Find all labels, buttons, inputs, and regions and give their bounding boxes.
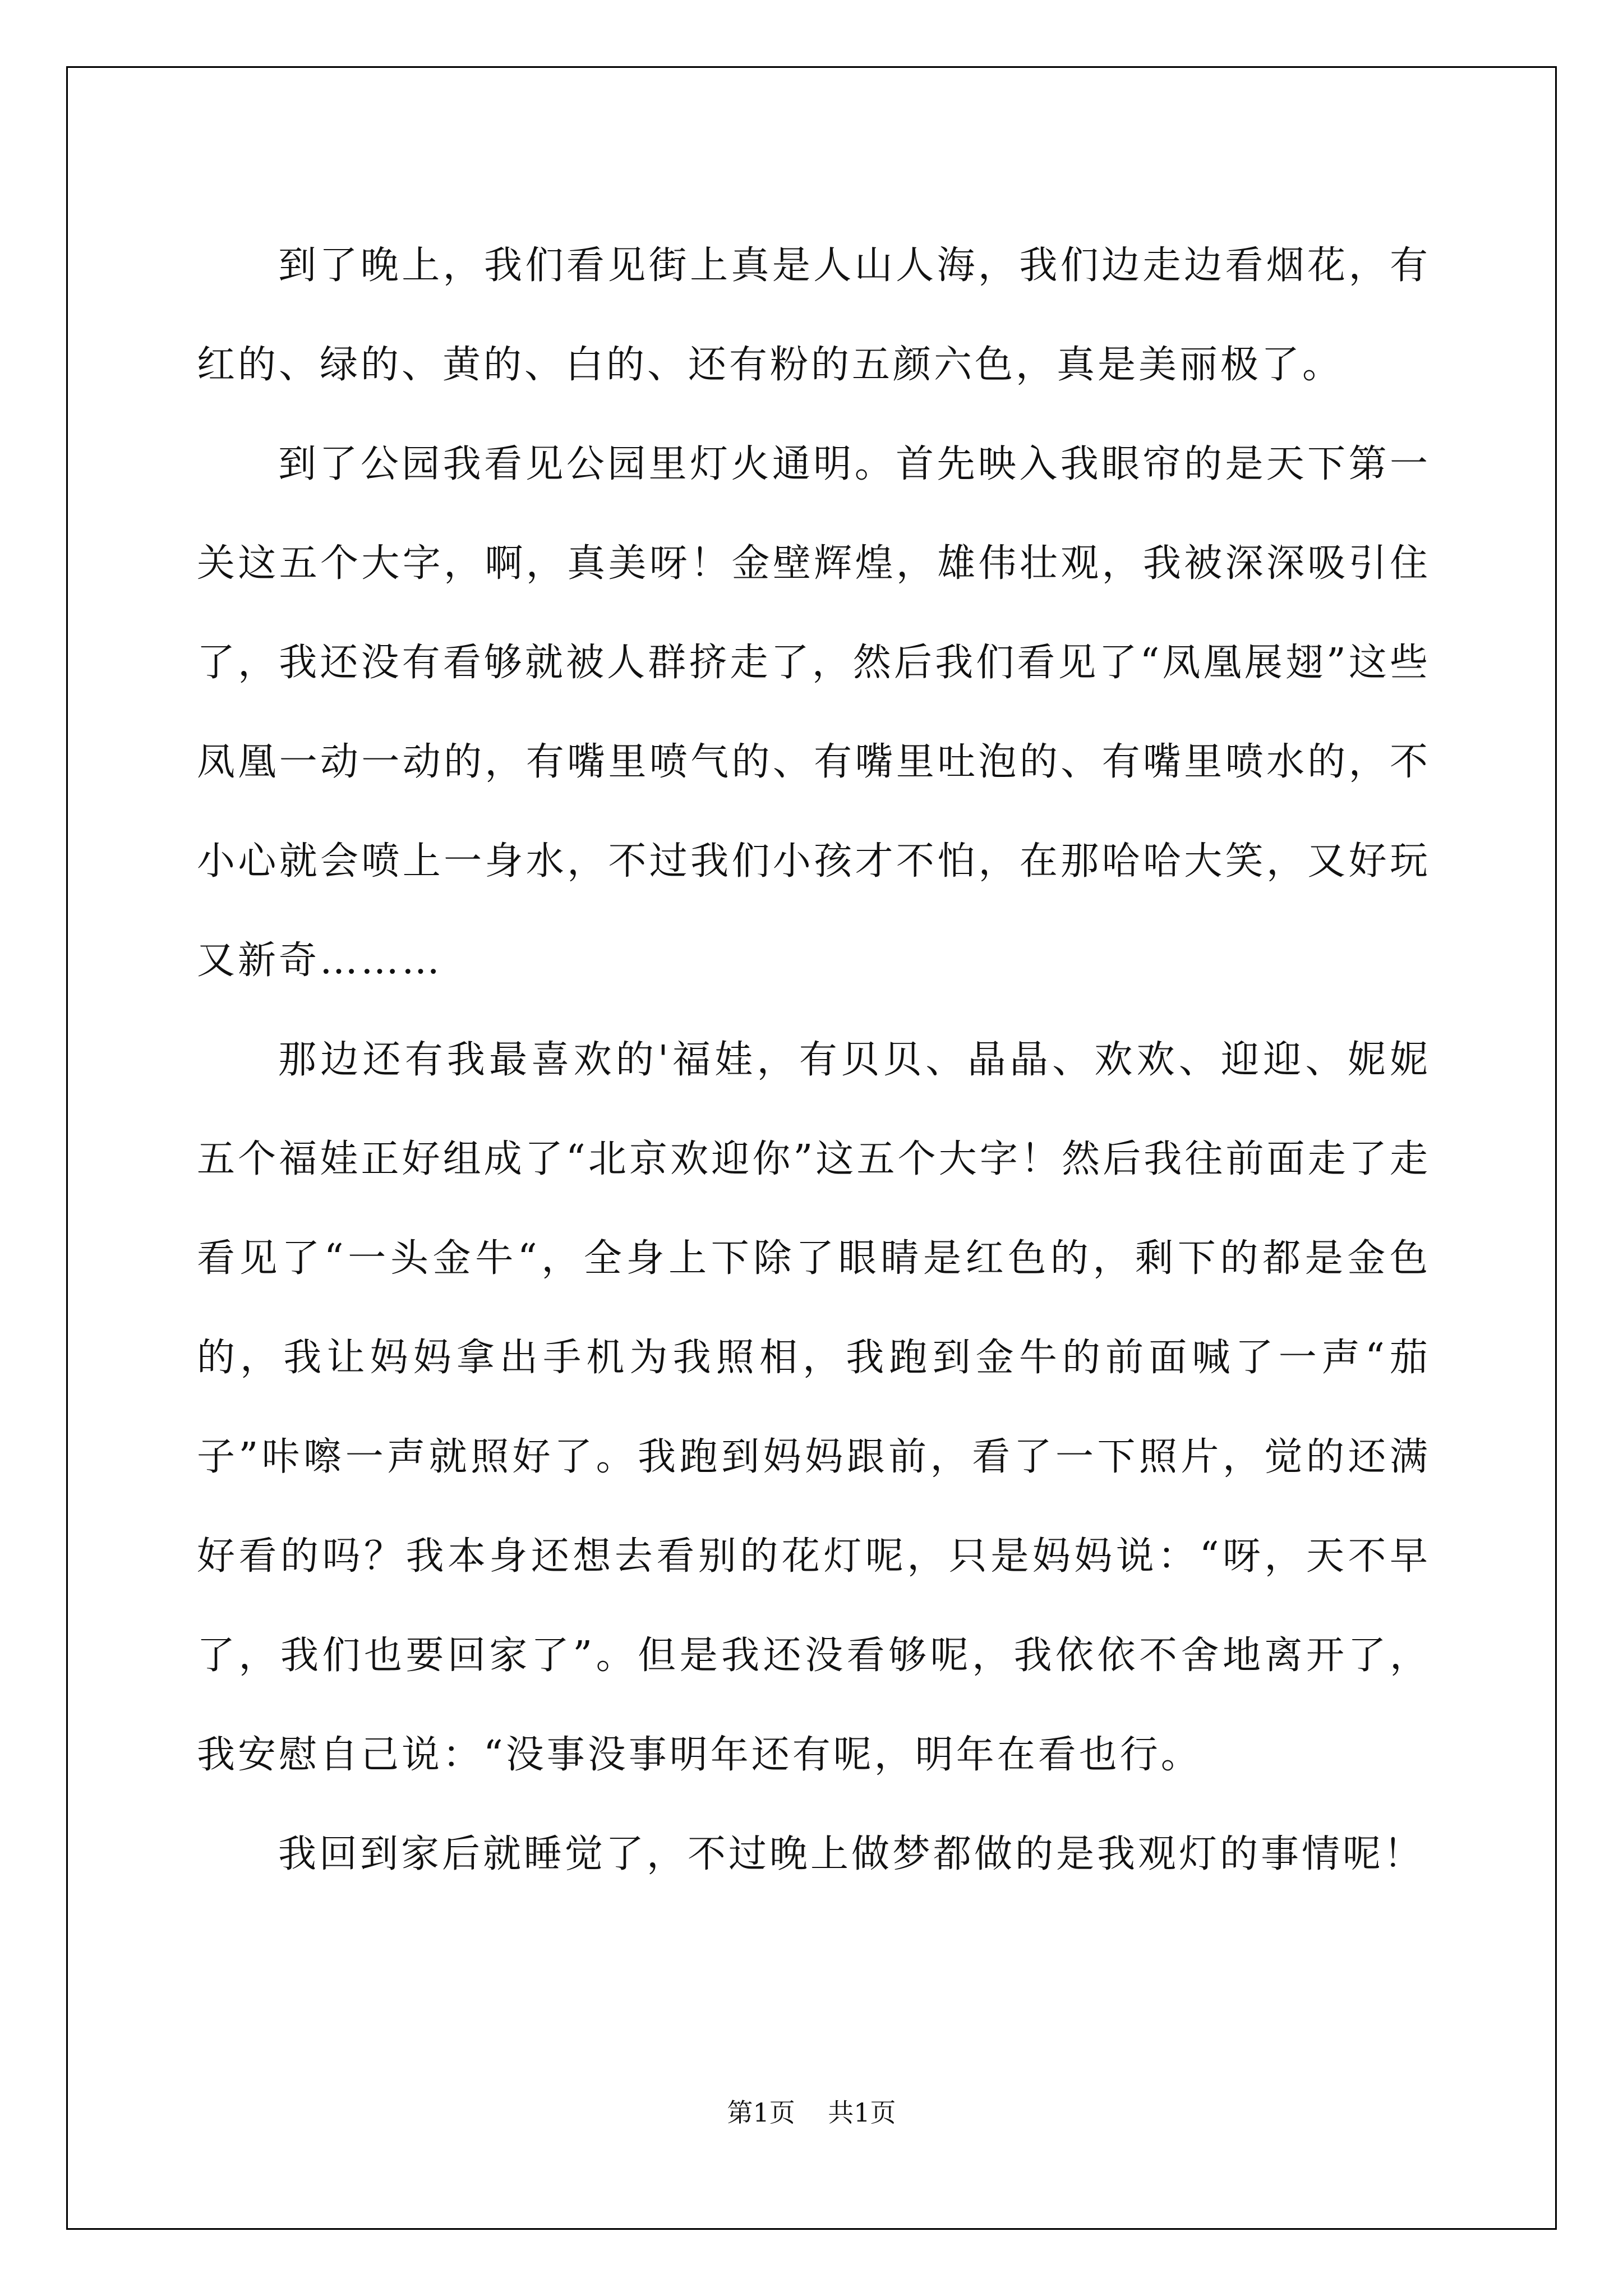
page-number: 第1页 <box>727 2097 795 2128</box>
paragraph-2: 到了公园我看见公园里灯火通明。首先映入我眼帘的是天下第一关这五个大字，啊，真美呀！金壁辉煌，雄伟壮观，我被深深吸引住了，我还没有看够就被人群挤走了，然后我们看见了“凤凰展翅”这些凤凰一动一动的，有嘴里喷气的、有嘴里吐泡的、有嘴里喷水的，不小心就会喷上一身水，不过我们小孩才不怕，在那哈哈大笑，又好玩又新奇……… <box>197 442 1431 983</box>
page-total: 共1页 <box>828 2097 896 2128</box>
paragraph-4: 我回到家后就睡觉了，不过晚上做梦都做的是我观灯的事情呢！ <box>278 1832 1425 1876</box>
page-footer <box>0 2092 1623 2129</box>
document-body <box>197 216 1431 1904</box>
paragraph-1: 到了晚上，我们看见街上真是人山人海，我们边走边看烟花，有红的、绿的、黄的、白的、还有粉的五颜六色，真是美丽极了。 <box>197 243 1431 387</box>
paragraph-3: 那边还有我最喜欢的'福娃，有贝贝、晶晶、欢欢、迎迎、妮妮五个福娃正好组成了“北京欢迎你”这五个大字！然后我往前面走了走看见了“一头金牛“，全身上下除了眼睛是红色的，剩下的都是金色的，我让妈妈拿出手机为我照相，我跑到金牛的前面喊了一声“茄子”咔嚓一声就照好了。我跑到妈妈跟前，看了一下照片，觉的还满好看的吗？我本身还想去看别的花灯呢，只是妈妈说：“呀，天不早了，我们也要回家了”。但是我还没看够呢，我依依不舍地离开了，我安慰自己说：“没事没事明年还有呢，明年在看也行。 <box>197 1038 1431 1777</box>
